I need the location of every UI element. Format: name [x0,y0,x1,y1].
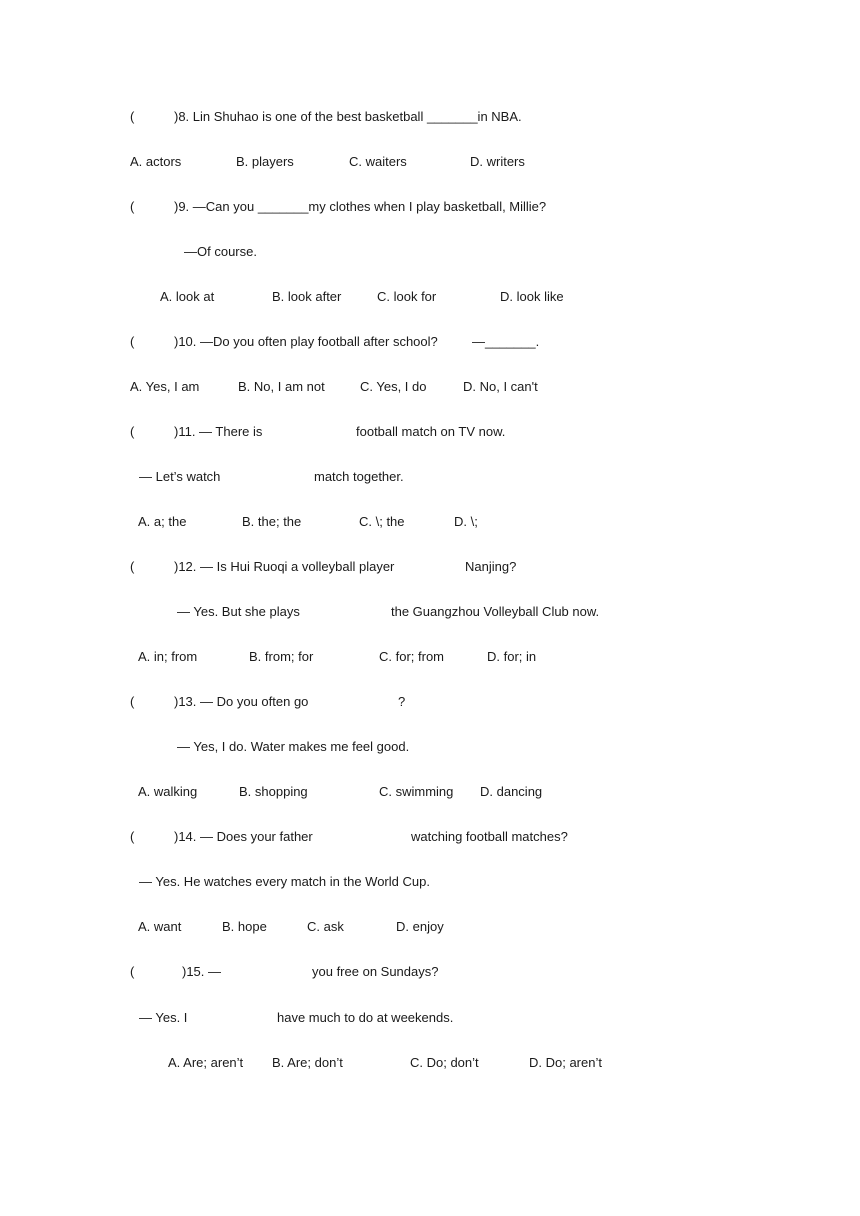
question-line [0,962,860,982]
option-d: D. \; [454,514,478,529]
question-line [0,422,860,442]
question-text: —_______. [472,334,540,349]
question-line [0,737,860,757]
question-line [0,332,860,352]
question-line [0,557,860,577]
question-text: )11. — There is [174,424,263,439]
option-d: D. enjoy [396,919,444,934]
option-b: B. look after [272,289,342,304]
option-b: B. the; the [242,514,302,529]
options-line [0,782,860,802]
question-line [0,197,860,217]
option-a: A. actors [130,154,182,169]
option-a: A. walking [138,784,198,799]
option-c: C. waiters [349,154,407,169]
question-text: —Of course. [184,244,257,259]
question-text: — Yes. But she plays [177,604,300,619]
options-line [0,152,860,172]
question-text: football match on TV now. [356,424,506,439]
question-text: )8. Lin Shuhao is one of the best basketball _______in NBA. [174,109,522,124]
answer-bracket: ( [130,829,135,844]
question-text: — Yes. I [139,1010,188,1025]
option-c: C. Yes, I do [360,379,427,394]
question-line [0,872,860,892]
question-text: )12. — Is Hui Ruoqi a volleyball player [174,559,395,574]
options-line [0,1053,860,1073]
options-line [0,512,860,532]
question-text: you free on Sundays? [312,964,439,979]
question-text: )13. — Do you often go [174,694,309,709]
question-line [0,827,860,847]
question-text: — Let’s watch [139,469,221,484]
question-line [0,242,860,262]
question-text: )15. — [182,964,222,979]
option-c: C. ask [307,919,344,934]
question-line [0,1008,860,1028]
question-text: — Yes, I do. Water makes me feel good. [177,739,410,754]
option-c: C. swimming [379,784,454,799]
options-line [0,917,860,937]
question-text: Nanjing? [465,559,517,574]
answer-bracket: ( [130,559,135,574]
options-line [0,287,860,307]
option-a: A. look at [160,289,215,304]
question-text: have much to do at weekends. [277,1010,454,1025]
question-text: ? [398,694,406,709]
option-c: C. look for [377,289,437,304]
options-line [0,647,860,667]
question-line [0,692,860,712]
question-text: match together. [314,469,404,484]
option-b: B. Are; don’t [272,1055,343,1070]
answer-bracket: ( [130,694,135,709]
answer-bracket: ( [130,199,135,214]
option-b: B. hope [222,919,267,934]
question-text: )9. —Can you _______my clothes when I play basketball, Millie? [174,199,547,214]
option-a: A. a; the [138,514,187,529]
question-text: — Yes. He watches every match in the World Cup. [139,874,430,889]
option-d: D. dancing [480,784,543,799]
option-b: B. from; for [249,649,314,664]
option-b: B. players [236,154,294,169]
question-text: )10. —Do you often play football after school? [174,334,438,349]
answer-bracket: ( [130,109,135,124]
option-d: D. for; in [487,649,537,664]
answer-bracket: ( [130,424,135,439]
option-a: A. Are; aren’t [168,1055,244,1070]
answer-bracket: ( [130,334,135,349]
option-d: D. No, I can't [463,379,538,394]
option-a: A. want [138,919,182,934]
option-c: C. Do; don’t [410,1055,479,1070]
option-b: B. shopping [239,784,308,799]
option-d: D. writers [470,154,525,169]
option-d: D. Do; aren’t [529,1055,602,1070]
question-text: watching football matches? [411,829,568,844]
question-line [0,602,860,622]
question-line [0,107,860,127]
option-c: C. \; the [359,514,405,529]
option-a: A. Yes, I am [130,379,200,394]
question-text: the Guangzhou Volleyball Club now. [391,604,600,619]
question-line [0,467,860,487]
options-line [0,377,860,397]
option-b: B. No, I am not [238,379,325,394]
answer-bracket: ( [130,964,135,979]
question-text: )14. — Does your father [174,829,313,844]
option-d: D. look like [500,289,564,304]
option-a: A. in; from [138,649,198,664]
option-c: C. for; from [379,649,445,664]
